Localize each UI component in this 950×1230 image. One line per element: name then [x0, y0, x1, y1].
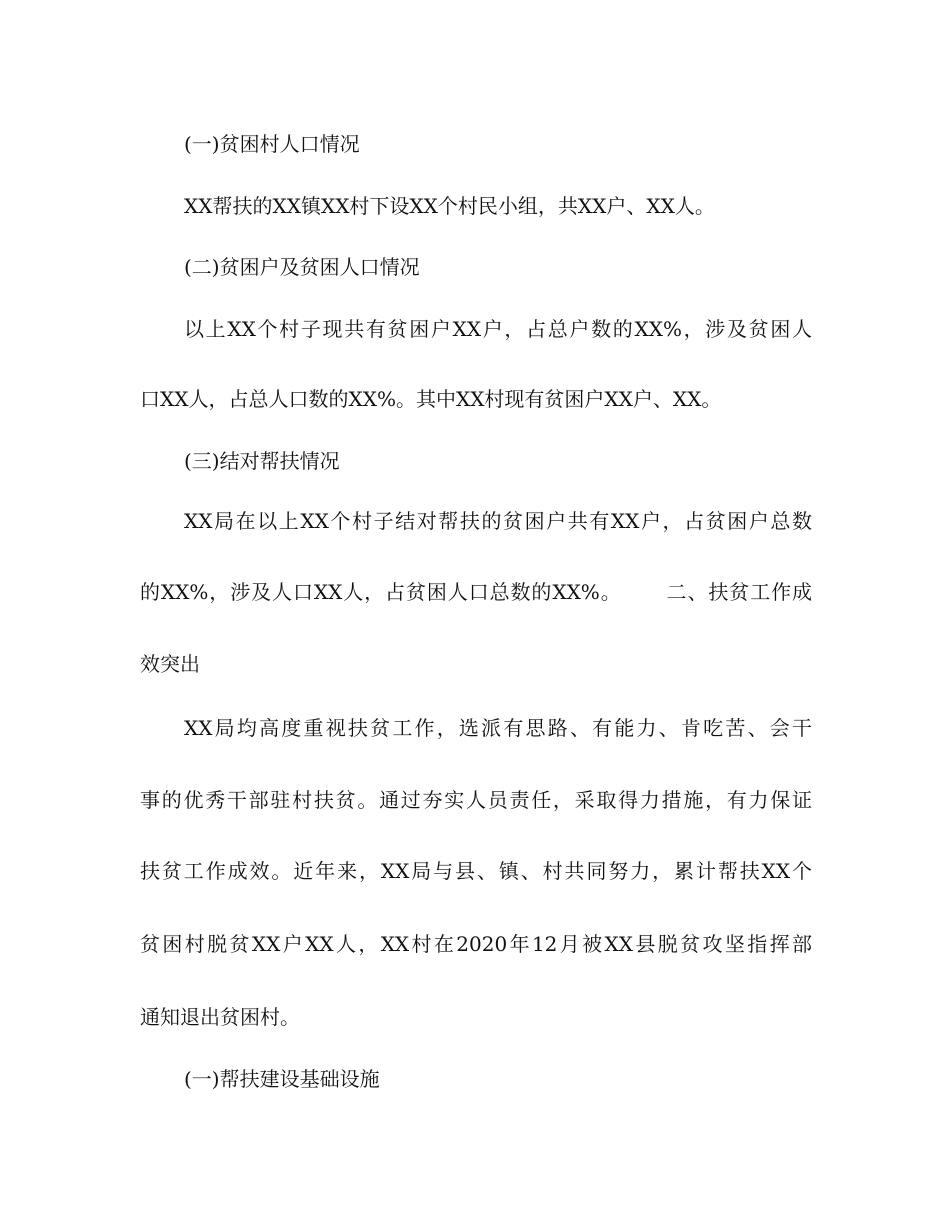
chapter-heading-end: 效突出: [140, 652, 200, 676]
section-heading: (二)贫困户及贫困人口情况: [184, 255, 420, 279]
paragraph-line: XX局均高度重视扶贫工作，选派有思路、有能力、肯吃苦、会干: [184, 716, 812, 740]
section-heading: (一)贫困村人口情况: [184, 132, 360, 156]
paragraph-line: [140, 577, 812, 607]
paragraph-line: XX局在以上XX个村子结对帮扶的贫困户共有XX户，占贫困户总数: [184, 509, 812, 533]
paragraph-line: 扶贫工作成效。近年来，XX局与县、镇、村共同努力，累计帮扶XX个: [140, 859, 812, 883]
chapter-heading-start: 二、扶贫工作成: [665, 580, 813, 604]
paragraph-line: 通知退出贫困村。: [140, 1005, 300, 1029]
paragraph-line: 以上XX个村子现共有贫困户XX户，占总户数的XX%，涉及贫困人: [184, 317, 812, 341]
section-heading: (三)结对帮扶情况: [184, 449, 340, 473]
section-heading: (一)帮扶建设基础设施: [184, 1067, 380, 1091]
paragraph-line: XX帮扶的XX镇XX村下设XX个村民小组，共XX户、XX人。: [184, 194, 715, 218]
paragraph-line: 事的优秀干部驻村扶贫。通过夯实人员责任，采取得力措施，有力保证: [140, 788, 812, 812]
paragraph-line: 贫困村脱贫XX户XX人，XX村在2020年12月被XX县脱贫攻坚指挥部: [140, 932, 812, 956]
paragraph-text: 的XX%，涉及人口XX人，占贫困人口总数的XX%。: [140, 580, 622, 604]
paragraph-line: 口XX人，占总人口数的XX%。其中XX村现有贫困户XX户、XX。: [140, 387, 722, 411]
